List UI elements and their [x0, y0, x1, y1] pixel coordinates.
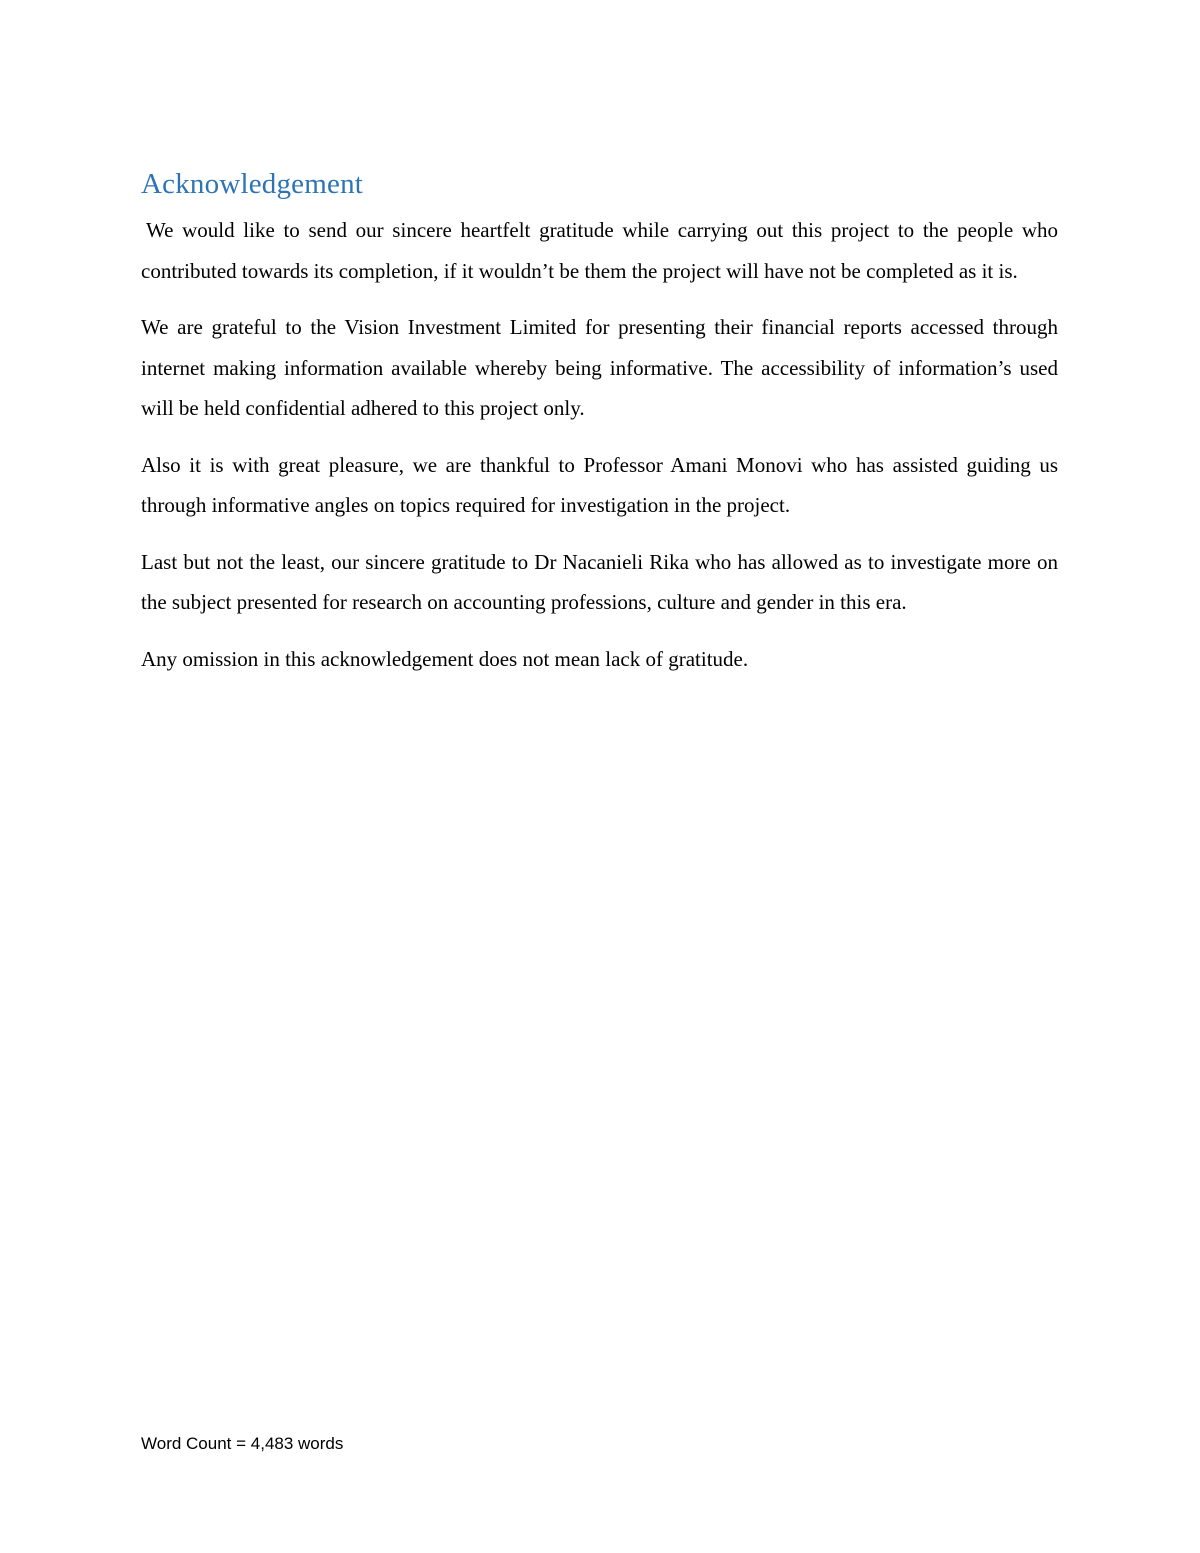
paragraph-omission: Any omission in this acknowledgement does not mean lack of gratitude. [141, 646, 749, 671]
paragraph-vision-investment: We are grateful to the Vision Investment Limited for presenting their financial reports accessed through internet making information available whereby being informative. The accessibility of information’s used will be held confidential adhered to this project only. [141, 315, 1058, 420]
word-count: Word Count = 4,483 words [141, 1434, 344, 1453]
page-title: Acknowledgement [141, 168, 364, 200]
paragraph-professor: Also it is with great pleasure, we are thankful to Professor Amani Monovi who has assisted guiding us through informative angles on topics required for investigation in the project. [141, 452, 1058, 517]
document-body [141, 166, 1058, 695]
paragraph-doctor: Last but not the least, our sincere gratitude to Dr Nacanieli Rika who has allowed as to investigate more on the subject presented for research on accounting professions, culture and gender in this era. [141, 549, 1058, 614]
paragraph-gratitude: We would like to send our sincere heartfelt gratitude while carrying out this project to the people who contributed towards its completion, if it wouldn’t be them the project will have not be completed as it is. [141, 218, 1058, 283]
